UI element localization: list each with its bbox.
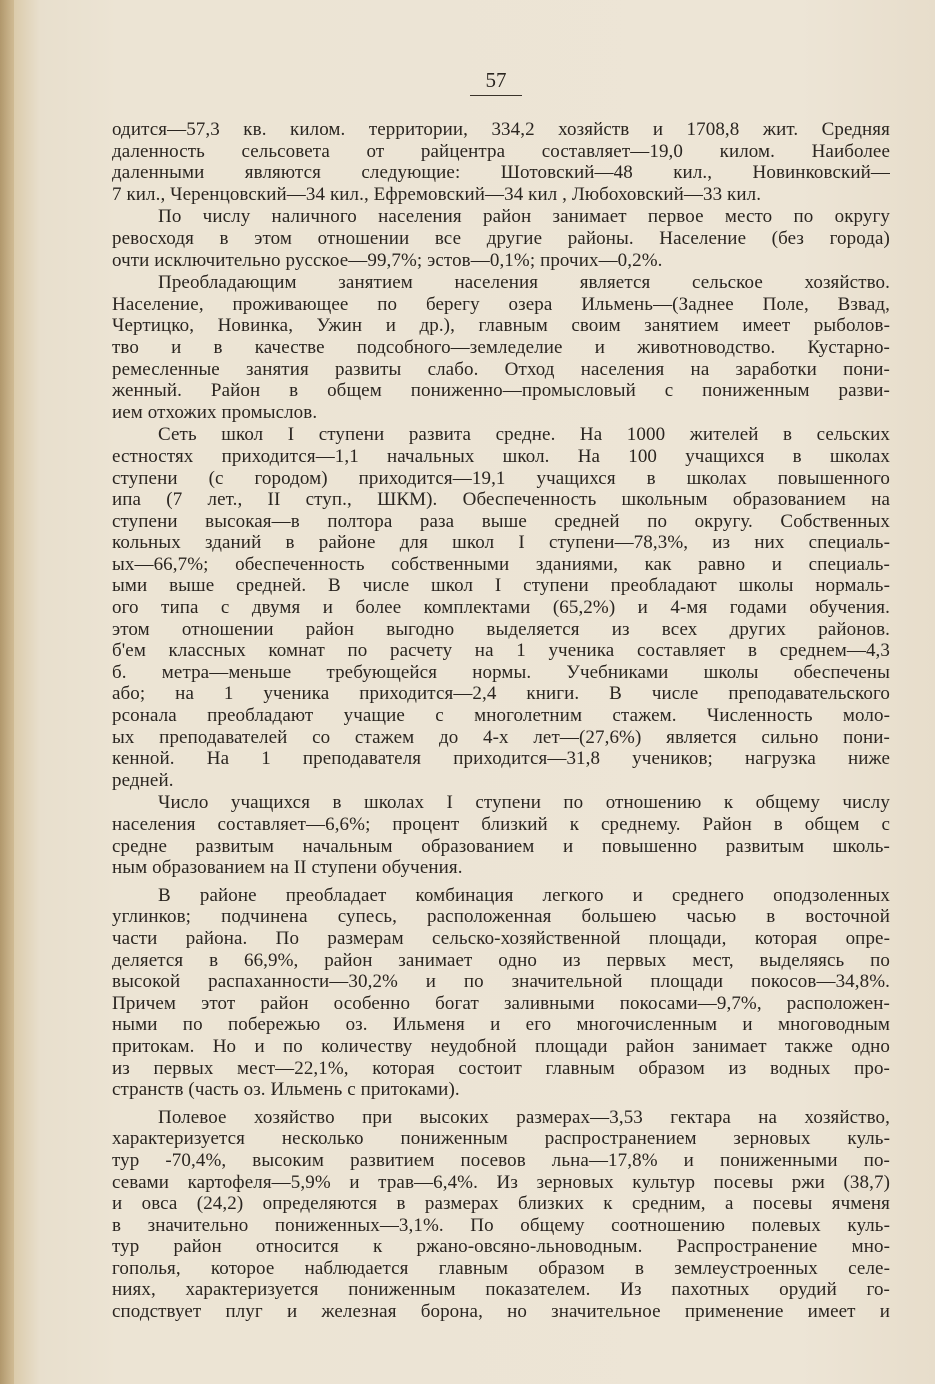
text-line: В районе преобладает комбинация легкого и среднего оподзоленных — [158, 884, 890, 906]
paragraph-7 — [112, 1107, 890, 1323]
body-text — [112, 119, 890, 1324]
paragraph-2 — [112, 206, 890, 271]
text-line: населения составляет—6,6%; процент близкий к среднему. Район в общем с — [112, 814, 890, 835]
text-line: тур -70,4%, высоким развитием посевов льна—17,8% и пониженными по- — [112, 1149, 890, 1171]
text-line: гополья, которое наблюдается главным образом в землеустроенных селе- — [112, 1257, 890, 1279]
text-line: Сеть школ I ступени развита средне. На 1000 жителей в сельских — [158, 424, 890, 446]
text-line: 7 кил., Черенцовский—34 кил., Ефремовский—34 кил , Любоховский—33 кил. — [112, 183, 762, 205]
text-line: и овса (24,2) определяются в размерах близких к средним, а посевы ячменя — [112, 1193, 890, 1215]
paragraph-5 — [112, 792, 890, 878]
text-line: углинков; подчинена супесь, расположенная большею часью в восточной — [112, 906, 890, 928]
text-line: ых—66,7%; обеспеченность собственными зданиями, как равно и специаль- — [112, 553, 890, 575]
text-line: ступени высокая—в полтора раза выше средней по округу. Собственных — [112, 510, 890, 532]
text-line: Преобладающим занятием населения является сельское хозяйство. — [158, 272, 890, 294]
text-line: редней. — [112, 769, 174, 791]
text-line: одится—57,3 кв. килом. территории, 334,2 хозяйств и 1708,8 жит. Средняя — [112, 119, 890, 140]
text-line: очти исключительно русское—99,7%; эстов—0,1%; прочих—0,2%. — [112, 249, 663, 271]
text-line: деляется в 66,9%, район занимает одно из первых мест, выделяясь по — [112, 949, 890, 971]
text-line: ремесленные занятия развиты слабо. Отход населения на заработки пони- — [112, 358, 890, 380]
paragraph-4 — [112, 424, 890, 791]
text-line: севами картофеля—5,9% и трав—6,4%. Из зерновых культур посевы ржи (38,7) — [112, 1171, 890, 1193]
text-line: этом отношении район выгодно выделяется из всех других районов. — [112, 618, 890, 640]
text-line: естностях приходится—1,1 начальных школ. На 100 учащихся в школах — [112, 445, 890, 467]
text-line: тур район относится к ржано-овсяно-льноводным. Распространение мно- — [112, 1236, 890, 1258]
text-line: б'ем классных комнат по расчету на 1 ученика составляет в среднем—4,3 — [112, 640, 890, 662]
text-line: даленными являются следующие: Шотовский—48 кил., Новинковский— — [112, 162, 890, 184]
paragraph-6 — [112, 885, 890, 1101]
text-line: тво и в качестве подсобного—земледелие и животноводство. Кустарно- — [112, 336, 890, 358]
text-line: притокам. Но и по количеству неудобной площади район занимает также одно — [112, 1035, 890, 1057]
text-line: По числу наличного населения район занимает первое место по округу — [158, 206, 890, 228]
text-line: ых преподавателей со стажем до 4-х лет—(27,6%) является сильно пони- — [112, 726, 890, 748]
page-spine-shadow — [0, 0, 14, 1384]
text-line: из первых мест—22,1%, которая состоит главным образом из водных про- — [112, 1057, 890, 1079]
text-line: ипа (7 лет., II ступ., ШКМ). Обеспеченность школьным образованием на — [112, 489, 890, 511]
text-line: части района. По размерам сельско-хозяйственной площади, которая опре- — [112, 927, 890, 949]
text-line: або; на 1 ученика приходится—2,4 книги. В числе преподавательского — [112, 683, 890, 705]
text-line: даленность сельсовета от райцентра составляет—19,0 килом. Наиболее — [112, 140, 890, 162]
text-line: Население, проживающее по берегу озера Ильмень—(Заднее Поле, Взвад, — [112, 293, 890, 315]
text-line: ого типа с двумя и более комплектами (65,2%) и 4-мя годами обучения. — [112, 597, 890, 619]
text-line: рсонала преобладают учащие с многолетним стажем. Численность моло- — [112, 705, 890, 727]
text-line: средне развитым начальным образованием и повышенно развитым школь- — [112, 835, 890, 857]
text-line: ниях, характеризуется пониженным показателем. Из пахотных орудий го- — [112, 1279, 890, 1301]
text-line: кольных зданий в районе для школ I ступени—78,3%, из них специаль- — [112, 532, 890, 554]
paragraph-3 — [112, 272, 890, 423]
text-line: Число учащихся в школах I ступени по отношению к общему числу — [158, 792, 890, 814]
text-line: кенной. На 1 преподавателя приходится—31,8 учеников; нагрузка ниже — [112, 748, 890, 770]
text-line: Полевое хозяйство при высоких размерах—3,53 гектара на хозяйство, — [158, 1106, 890, 1128]
text-line: женный. Район в общем пониженно—промысловый с пониженным разви- — [112, 380, 890, 402]
text-line: ыми выше средней. В числе школ I ступени преобладают школы нормаль- — [112, 575, 890, 597]
text-line: ными по побережью оз. Ильменя и его многочисленным и многоводным — [112, 1014, 890, 1036]
text-line: ием отхожих промыслов. — [112, 401, 318, 423]
text-line: ным образованием на II ступени обучения. — [112, 857, 463, 879]
text-line: ступени (с городом) приходится—19,1 учащихся в школах повышенного — [112, 467, 890, 489]
text-line: ревосходя в этом отношении все другие районы. Население (без города) — [112, 227, 890, 249]
text-line: Причем этот район особенно богат заливными покосами—9,7%, расположен- — [112, 992, 890, 1014]
text-line: характеризуется несколько пониженным распространением зерновых куль- — [112, 1128, 890, 1150]
paragraph-1 — [112, 119, 890, 205]
text-line: высокой распаханности—30,2% и по значительной площади покосов—34,8%. — [112, 971, 890, 993]
text-line: сподствует плуг и железная борона, но значительное применение имеет и — [112, 1301, 890, 1323]
text-line: Чертицко, Новинка, Ужин и др.), главным своим занятием имеет рыболов- — [112, 315, 890, 337]
text-line: в значительно пониженных—3,1%. По общему соотношению полевых куль- — [112, 1214, 890, 1236]
text-line: странств (часть оз. Ильмень с притоками). — [112, 1079, 460, 1101]
page-number: 57 — [470, 68, 522, 96]
text-line: б. метра—меньше требующейся нормы. Учебниками школы обеспечены — [112, 661, 890, 683]
